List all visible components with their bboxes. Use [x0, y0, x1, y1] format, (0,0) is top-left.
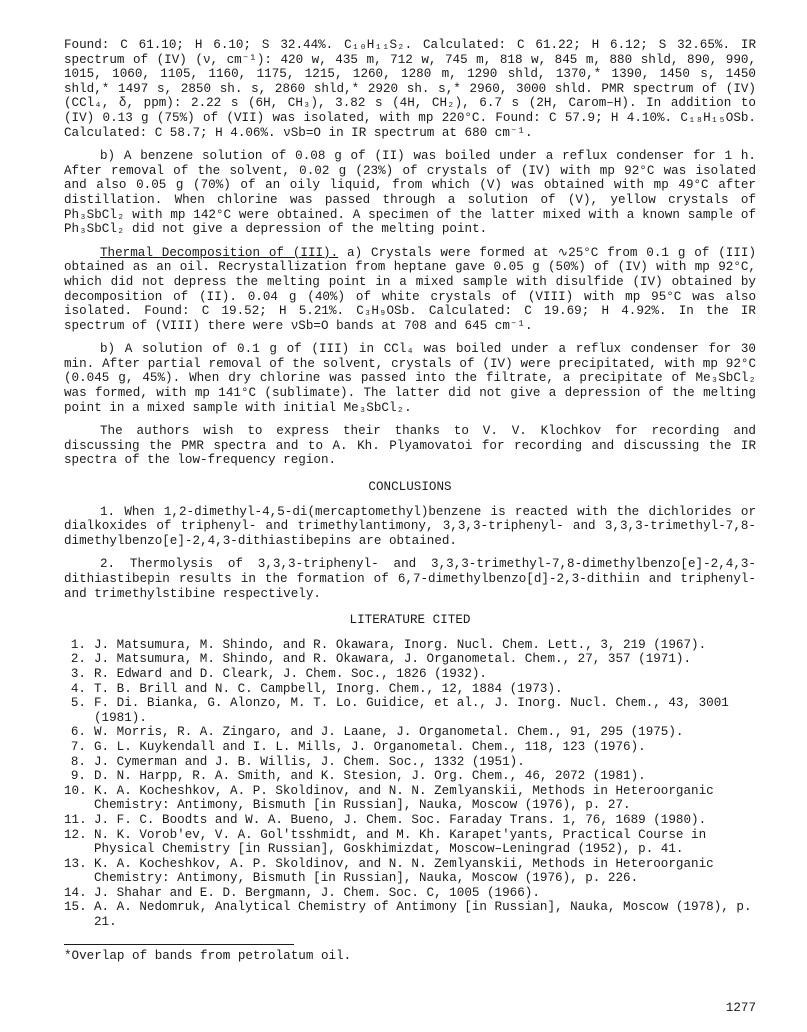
reference-number: 8. [70, 754, 86, 769]
reference-text: K. A. Kocheshkov, A. P. Skoldinov, and N. N. Zemlyanskii, Methods in Heteroorganic Chemistry: Antimony, Bismuth [in Russian], Nauka, Moscow (1976), p. 27. [94, 783, 714, 813]
reference-text: J. Matsumura, M. Shindo, and R. Okawara, J. Organometal. Chem., 27, 357 (1971). [94, 652, 692, 667]
reference-number: 12. [64, 827, 87, 842]
reference-number: 14. [64, 885, 87, 900]
reference-text: J. F. C. Boodts and W. A. Bueno, J. Chem. Soc. Faraday Trans. 1, 76, 1689 (1980). [94, 812, 707, 827]
reference-text: N. K. Vorob'ev, V. A. Gol'tsshmidt, and M. Kh. Karapet'yants, Practical Course in Physical Chemistry [in Russian], Goskhimizdat, Moscow–Leningrad (1952), p. 41. [94, 827, 707, 857]
reference-number: 6. [70, 725, 86, 740]
reference-item [64, 857, 756, 886]
reference-number: 11. [64, 812, 87, 827]
reference-number: 4. [70, 681, 86, 696]
reference-number: 9. [70, 769, 86, 784]
reference-item [64, 740, 756, 755]
page-number: 1277 [725, 1001, 756, 1015]
reference-item [64, 769, 756, 784]
reference-number: 5. [70, 696, 86, 711]
footnote: *Overlap of bands from petrolatum oil. [64, 948, 352, 963]
reference-item [64, 638, 756, 653]
reference-text: D. N. Harpp, R. A. Smith, and K. Stesion, J. Org. Chem., 46, 2072 (1981). [94, 769, 646, 784]
reference-item [64, 652, 756, 667]
paper-page [64, 38, 756, 963]
reference-item [64, 725, 756, 740]
reference-text: G. L. Kuykendall and I. L. Mills, J. Organometal. Chem., 118, 123 (1976). [94, 739, 646, 754]
reference-number: 1. [70, 637, 86, 652]
literature-cited-heading: LITERATURE CITED [349, 613, 471, 628]
paragraph-benzene-solution: b) A benzene solution of 0.08 g of (II) was boiled under a reflux condenser for 1 h. After removal of the solvent, 0.02 g (23%) of crystals of (IV) with mp 92°C was isolated and also 0.05 g (70%) of an oily liquid, from which (V) was obtained with mp 49°C after distillation. When chlorine was passed through a solution of (V), yellow crystals of Ph₃SbCl₂ with mp 142°C were obtained. A specimen of the latter mixed with a known sample of Ph₃SbCl₂ did not give a depression of the melting point. [64, 149, 756, 237]
reference-item [64, 755, 756, 770]
reference-text: A. A. Nedomruk, Analytical Chemistry of Antimony [in Russian], Nauka, Moscow (1978), p. 21. [94, 900, 752, 930]
conclusion-item-1: 1. When 1,2-dimethyl-4,5-di(mercaptomethyl)benzene is reacted with the dichlorides or dialkoxides of triphenyl- and trimethylantimony, 3,3,3-triphenyl- and 3,3,3-trimethyl-7,8-dimethylbenzo[e]-2,4,3-dithiastibepins are obtained. [64, 504, 756, 548]
reference-number: 2. [70, 652, 86, 667]
reference-item [64, 682, 756, 697]
conclusions-heading: CONCLUSIONS [368, 480, 452, 495]
section-heading-thermal-decomposition: Thermal Decomposition of (III). [100, 245, 339, 260]
reference-text: J. Cymerman and J. B. Willis, J. Chem. Soc., 1332 (1951). [94, 754, 525, 769]
paragraph-ccl4-solution: b) A solution of 0.1 g of (III) in CCl₄ was boiled under a reflux condenser for 30 min. After partial removal of the solvent, crystals of (IV) were precipitated, with mp 92°C (0.045 g, 45%). When dry chlorine was passed into the filtrate, a precipitate of Me₃SbCl₂ was formed, with mp 141°C (sublimate). The latter did not give a depression of the melting point in a mixed sample with initial Me₃SbCl₂. [64, 342, 756, 415]
reference-item [64, 667, 756, 682]
paragraph-analysis-iv: Found: C 61.10; H 6.10; S 32.44%. C₁₀H₁₁S₂. Calculated: C 61.22; H 6.12; S 32.65%. IR spectrum of (IV) (ν, cm⁻¹): 420 w, 435 m, 712 w, 745 m, 818 w, 845 m, 880 shld, 890, 990, 1015, 1060, 1105, 1160, 1175, 1215, 1260, 1280 m, 1290 shld, 1370,* 1390, 1450 s, 1450 shld,* 1497 s, 2850 sh. s, 2860 shld,* 2920 sh. s,* 2960, 3000 shld. PMR spectrum of (IV) (CCl₄, δ, ppm): 2.22 s (6H, CH₃), 3.82 s (4H, CH₂), 6.7 s (2H, Carom–H). In addition to (IV) 0.13 g (75%) of (VII) was isolated, with mp 220°C. Found: C 57.9; H 4.10%. C₁₈H₁₅OSb. Calculated: C 58.7; H 4.06%. νSb=O in IR spectrum at 680 cm⁻¹. [64, 38, 756, 140]
reference-text: J. Matsumura, M. Shindo, and R. Okawara, Inorg. Nucl. Chem. Lett., 3, 219 (1967). [94, 637, 707, 652]
reference-number: 15. [64, 900, 87, 915]
paragraph-thermal-decomposition [64, 246, 756, 334]
reference-number: 3. [70, 666, 86, 681]
reference-item [64, 784, 756, 813]
footnote-divider [64, 944, 294, 945]
reference-number: 13. [64, 856, 87, 871]
reference-list [64, 638, 756, 930]
reference-text: K. A. Kocheshkov, A. P. Skoldinov, and N. N. Zemlyanskii, Methods in Heteroorganic Chemistry: Antimony, Bismuth [in Russian], Nauka, Moscow (1976), p. 226. [94, 856, 714, 886]
reference-item [64, 900, 756, 929]
conclusion-item-2: 2. Thermolysis of 3,3,3-triphenyl- and 3,3,3-trimethyl-7,8-dimethylbenzo[e]-2,4,3-dithiastibepin results in the formation of 6,7-dimethylbenzo[d]-2,3-dithiin and triphenyl- and trimethylstibine respectively. [64, 557, 756, 601]
reference-item [64, 828, 756, 857]
reference-text: T. B. Brill and N. C. Campbell, Inorg. Chem., 12, 1884 (1973). [94, 681, 563, 696]
thermal-decomposition-text: a) Crystals were formed at ∿25°C from 0.1 g of (III) obtained as an oil. Recrystallization from heptane gave 0.05 g (50%) of (IV) with mp 92°C, which did not depress the melting point in a mixed sample with disulfide (IV) obtained by decomposition of (II). 0.04 g (40%) of white crystals of (VIII) with mp 95°C was also isolated. Found: C 19.52; H 5.21%. C₃H₉OSb. Calculated: C 19.69; H 4.92%. In the IR spectrum of (VIII) there were νSb=O bands at 708 and 645 cm⁻¹. [64, 245, 756, 333]
reference-text: W. Morris, R. A. Zingaro, and J. Laane, J. Organometal. Chem., 91, 295 (1975). [94, 725, 684, 740]
paragraph-acknowledgments: The authors wish to express their thanks to V. V. Klochkov for recording and discussing the PMR spectra and to A. Kh. Plyamovatoi for recording and discussing the IR spectra of the low-frequency region. [64, 424, 756, 468]
reference-text: F. Di. Bianka, G. Alonzo, M. T. Lo. Guidice, et al., J. Inorg. Nucl. Chem., 43, 3001 (1981). [94, 696, 729, 725]
reference-item [64, 813, 756, 828]
reference-text: R. Edward and D. Cleark, J. Chem. Soc., 1826 (1932). [94, 666, 487, 681]
reference-number: 7. [70, 739, 86, 754]
reference-text: J. Shahar and E. D. Bergmann, J. Chem. Soc. C, 1005 (1966). [94, 885, 540, 900]
reference-item [64, 886, 756, 901]
reference-number: 10. [64, 783, 87, 798]
reference-item [64, 696, 756, 725]
